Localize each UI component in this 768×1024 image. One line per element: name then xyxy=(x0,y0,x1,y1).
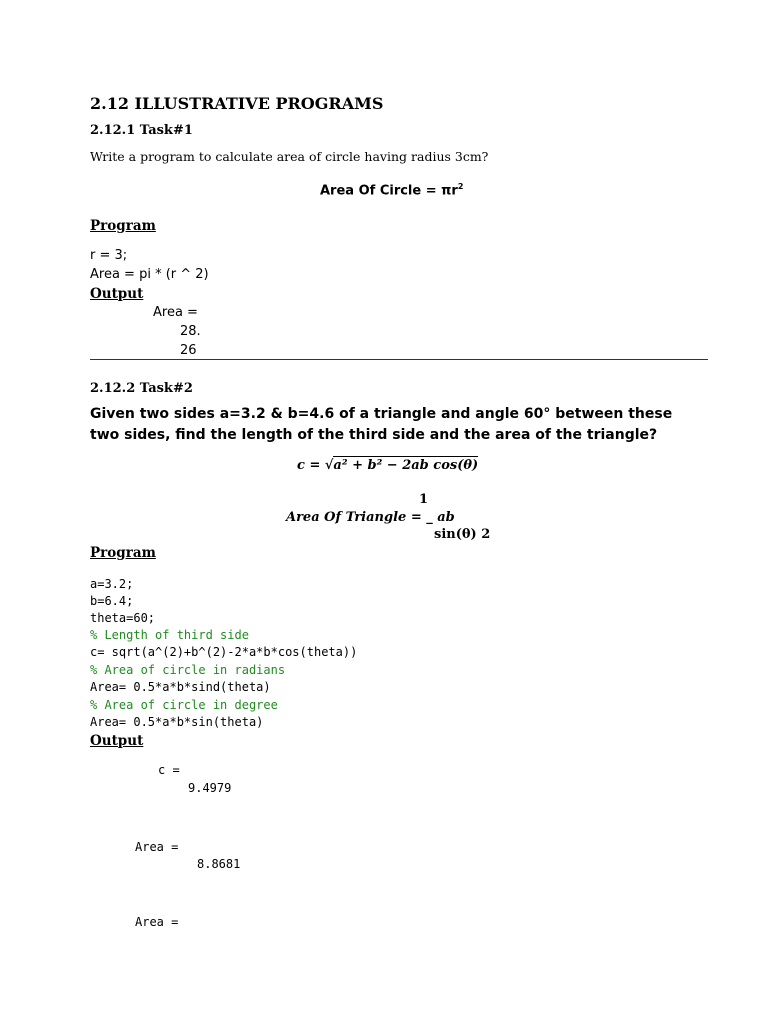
task2-code-line: b=6.4; xyxy=(90,594,134,608)
task2-program-label: Program xyxy=(90,545,156,561)
task1-output-label: Output xyxy=(90,286,144,302)
task1-formula xyxy=(320,182,463,198)
formula-area-mid: _ ab xyxy=(426,510,455,525)
formula-exponent: 2 xyxy=(457,182,464,191)
formula-c-radicand: a² + b² − 2ab cos(θ) xyxy=(333,458,479,473)
task1-output-area-label: Area = xyxy=(153,305,198,320)
task1-heading: 2.12.1 Task#1 xyxy=(90,123,193,138)
sqrt-icon: √ xyxy=(324,458,334,473)
task1-output-value-2: 26 xyxy=(180,343,197,358)
task2-code-line: c= sqrt(a^(2)+b^(2)-2*a*b*cos(theta)) xyxy=(90,645,358,659)
task2-output-area2-label: Area = xyxy=(135,915,179,929)
task2-formula-area-numerator: 1 xyxy=(419,492,429,507)
task2-code-line: Area= 0.5*a*b*sin(theta) xyxy=(90,715,264,729)
section-divider xyxy=(90,359,708,360)
formula-c-variable: c xyxy=(297,458,305,473)
task1-code-line-1: r = 3; xyxy=(90,248,128,263)
task1-code-line-2: Area = pi * (r ^ 2) xyxy=(90,267,209,282)
task2-code-line: a=3.2; xyxy=(90,577,134,591)
task2-code-comment: % Area of circle in degree xyxy=(90,698,278,712)
task2-formula-c xyxy=(297,458,478,473)
formula-area-lhs: Area Of Triangle = xyxy=(286,510,427,525)
task2-formula-area-bottom: sin(θ) 2 xyxy=(434,527,491,542)
task2-code-comment: % Length of third side xyxy=(90,628,249,642)
task2-code-line: theta=60; xyxy=(90,611,156,625)
task2-output-area1-label: Area = xyxy=(135,840,179,854)
task1-question: Write a program to calculate area of circle having radius 3cm? xyxy=(90,149,489,164)
task2-heading: 2.12.2 Task#2 xyxy=(90,381,193,396)
task2-output-c-value: 9.4979 xyxy=(188,781,232,795)
formula-c-equals: = xyxy=(304,458,325,473)
task1-program-label: Program xyxy=(90,218,156,234)
task2-code-line: Area= 0.5*a*b*sind(theta) xyxy=(90,680,271,694)
formula-text: Area Of Circle = πr xyxy=(320,183,458,199)
task2-question-line-1: Given two sides a=3.2 & b=4.6 of a triangle and angle 60° between these xyxy=(90,406,673,422)
task2-formula-area xyxy=(286,510,455,525)
task2-question-line-2: two sides, find the length of the third side and the area of the triangle? xyxy=(90,427,658,443)
task1-output-value-1: 28. xyxy=(180,324,201,339)
task2-output-area1-value: 8.8681 xyxy=(197,857,241,871)
task2-output-label: Output xyxy=(90,733,144,749)
section-title: 2.12 ILLUSTRATIVE PROGRAMS xyxy=(90,94,384,113)
task2-code-comment: % Area of circle in radians xyxy=(90,663,286,677)
task2-output-c-label: c = xyxy=(158,763,180,777)
